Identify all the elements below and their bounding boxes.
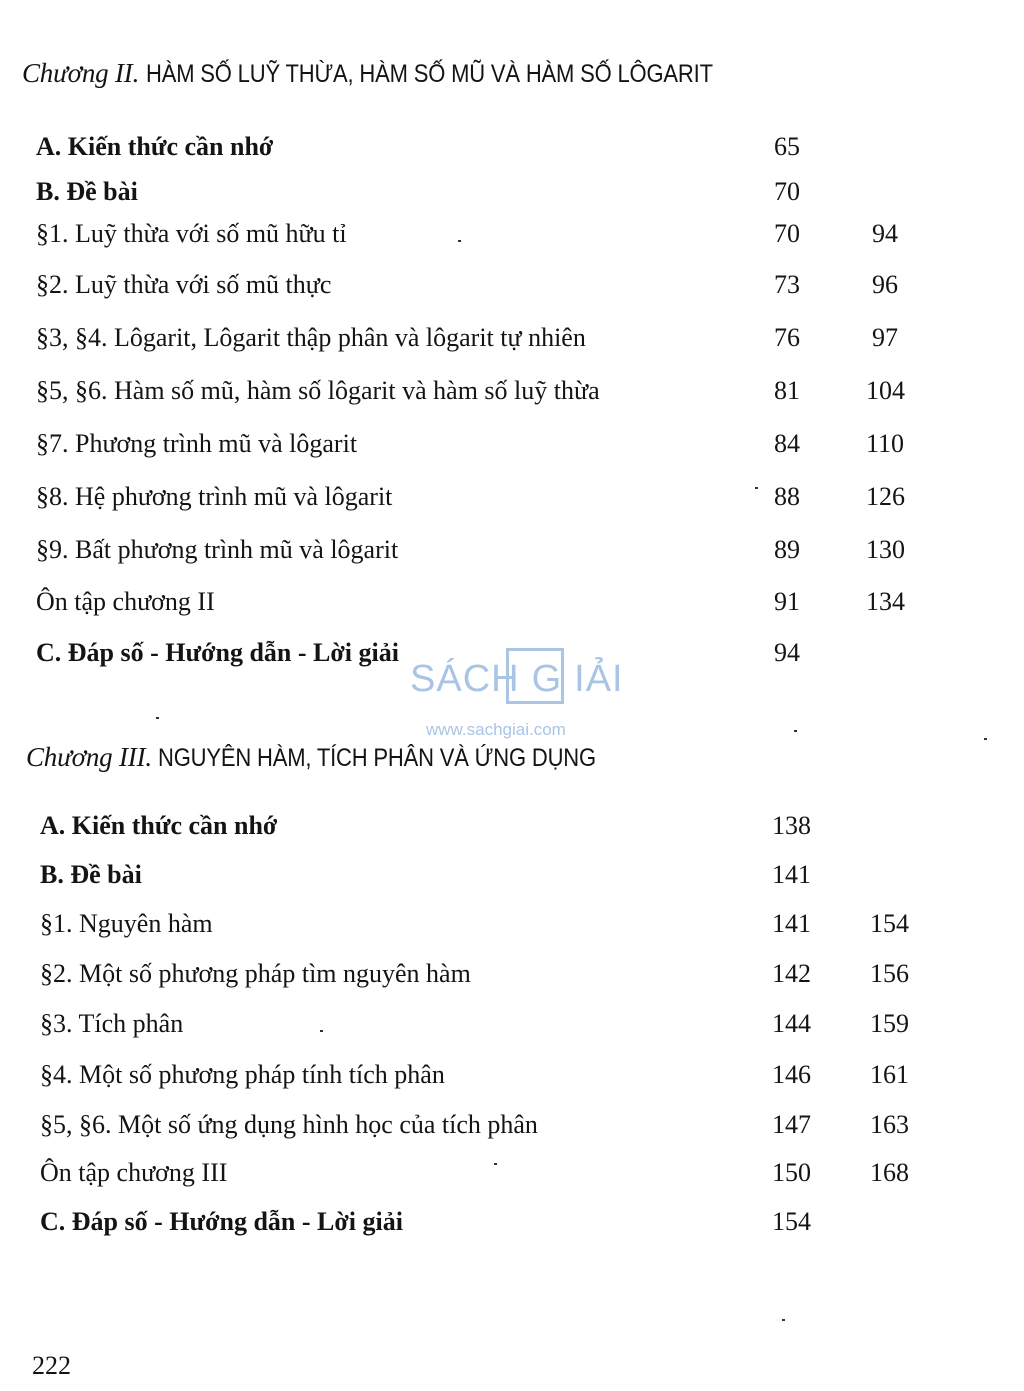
toc-page-theory: 81: [774, 376, 800, 405]
toc-entry-text: C. Đáp số - Hướng dẫn - Lời giải: [36, 638, 399, 667]
toc-page-solution: 94: [872, 219, 898, 248]
toc-page-theory: 73: [774, 270, 800, 299]
toc-page-solution: 161: [870, 1060, 909, 1089]
watermark-brand: [410, 658, 624, 701]
toc-entry-text: Ôn tập chương III: [40, 1158, 228, 1187]
toc-page-solution: 163: [870, 1110, 909, 1139]
toc-entry-text: §5, §6. Hàm số mũ, hàm số lôgarit và hàm số luỹ thừa: [36, 376, 600, 405]
toc-entry-text: §4. Một số phương pháp tính tích phân: [40, 1060, 445, 1089]
toc-page-theory: 144: [772, 1009, 811, 1038]
watermark-brand-mid: G: [531, 658, 563, 700]
toc-page-theory: 154: [772, 1207, 811, 1236]
toc-entry-text: §7. Phương trình mũ và lôgarit: [36, 429, 358, 458]
toc-page-theory: 141: [772, 860, 811, 889]
scan-speck: [755, 487, 758, 489]
toc-entry-text: §2. Một số phương pháp tìm nguyên hàm: [40, 959, 471, 988]
toc-page-solution: 134: [866, 587, 905, 616]
toc-page-solution: 159: [870, 1009, 909, 1038]
toc-entry-text: §3, §4. Lôgarit, Lôgarit thập phân và lôgarit tự nhiên: [36, 323, 586, 352]
toc-page-solution: 97: [872, 323, 898, 352]
toc-entry-text: §1. Luỹ thừa với số mũ hữu tỉ: [36, 219, 347, 248]
page-number: 222: [32, 1351, 71, 1380]
scan-speck: [794, 730, 797, 732]
scan-speck: [984, 738, 987, 740]
toc-page-theory: 88: [774, 482, 800, 511]
chapter-3-heading: [26, 742, 656, 773]
scan-speck: [458, 240, 461, 242]
toc-page-solution: 104: [866, 376, 905, 405]
scan-speck: [156, 717, 159, 719]
toc-page-theory: 142: [772, 959, 811, 988]
toc-page-theory: 76: [774, 323, 800, 352]
toc-page-theory: 70: [774, 219, 800, 248]
toc-page-theory: 146: [772, 1060, 811, 1089]
toc-page-solution: 156: [870, 959, 909, 988]
toc-page-solution: 130: [866, 535, 905, 564]
toc-page-theory: 70: [774, 177, 800, 206]
watermark-logo: [410, 648, 624, 744]
toc-page-theory: 91: [774, 587, 800, 616]
chapter-2-heading: [22, 58, 790, 89]
toc-entry-text: Ôn tập chương II: [36, 587, 215, 616]
toc-entry-text: A. Kiến thức cần nhớ: [36, 132, 274, 161]
toc-entry-text: B. Đề bài: [40, 860, 142, 889]
toc-entry-text: §8. Hệ phương trình mũ và lôgarit: [36, 482, 393, 511]
chapter-3-label: Chương III.: [26, 742, 152, 772]
toc-entry-text: A. Kiến thức cần nhớ: [40, 811, 278, 840]
toc-entry-text: B. Đề bài: [36, 177, 138, 206]
watermark-brand-left: SÁCH: [410, 658, 520, 700]
toc-page-theory: 94: [774, 638, 800, 667]
toc-page-theory: 141: [772, 909, 811, 938]
toc-entry-text: §1. Nguyên hàm: [40, 909, 213, 938]
toc-page-solution: 126: [866, 482, 905, 511]
toc-entry-text: §2. Luỹ thừa với số mũ thực: [36, 270, 332, 299]
scan-speck: [320, 1030, 323, 1032]
toc-entry-text: §5, §6. Một số ứng dụng hình học của tích phân: [40, 1110, 538, 1139]
toc-page-theory: 65: [774, 132, 800, 161]
scan-speck: [494, 1163, 497, 1165]
toc-page-theory: 150: [772, 1158, 811, 1187]
toc-entry-text: §3. Tích phân: [40, 1009, 184, 1038]
toc-page-theory: 138: [772, 811, 811, 840]
scan-speck: [782, 1319, 785, 1321]
toc-page-theory: 89: [774, 535, 800, 564]
toc-page-theory: 147: [772, 1110, 811, 1139]
toc-page-solution: 110: [866, 429, 905, 458]
chapter-2-title: HÀM SỐ LUỸ THỪA, HÀM SỐ MŨ VÀ HÀM SỐ LÔGARIT: [145, 60, 713, 88]
toc-entry-text: §9. Bất phương trình mũ và lôgarit: [36, 535, 399, 564]
toc-entry-text: C. Đáp số - Hướng dẫn - Lời giải: [40, 1207, 403, 1236]
toc-page-solution: 168: [870, 1158, 909, 1187]
toc-page-solution: 154: [870, 909, 909, 938]
toc-page-solution: 96: [872, 270, 898, 299]
toc-page-theory: 84: [774, 429, 800, 458]
chapter-3-title: NGUYÊN HÀM, TÍCH PHÂN VÀ ỨNG DỤNG: [158, 744, 597, 772]
watermark-url: www.sachgiai.com: [426, 720, 566, 739]
chapter-2-label: Chương II.: [22, 58, 140, 88]
watermark-brand-right: IẢI: [574, 658, 624, 700]
